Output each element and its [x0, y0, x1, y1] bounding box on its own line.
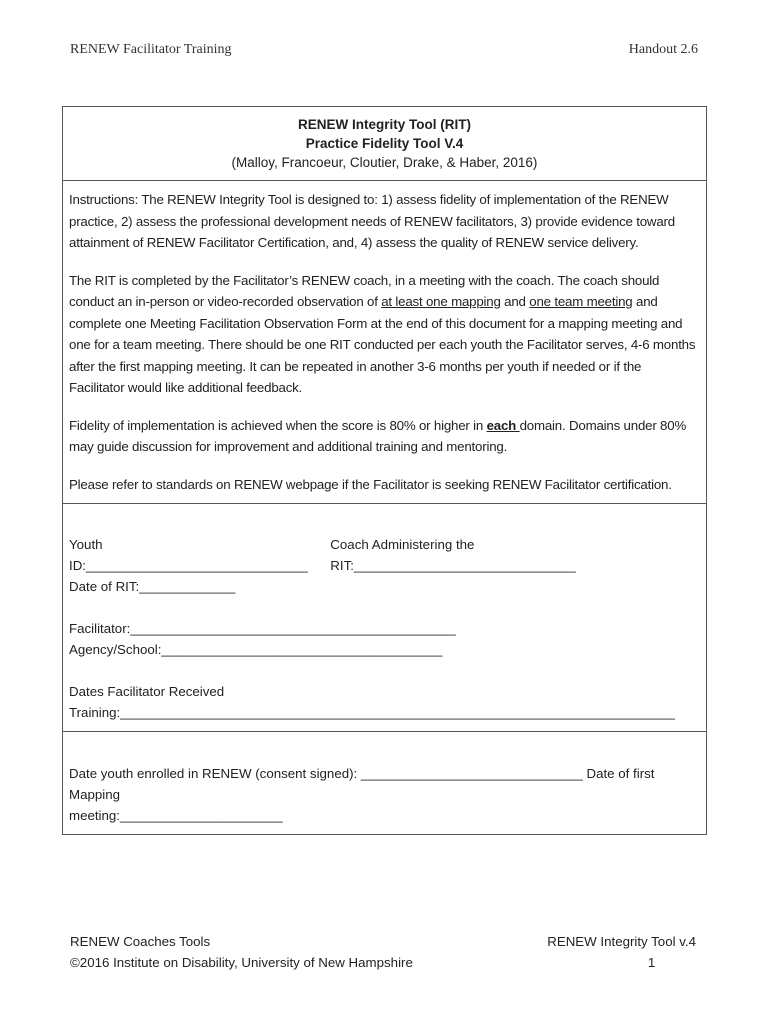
facilitator-field[interactable]: Facilitator:____________________________________________	[69, 621, 456, 636]
first-mapping-meeting-field[interactable]: meeting:______________________	[69, 808, 283, 823]
document-title: RENEW Integrity Tool (RIT)	[298, 117, 471, 132]
youth-coach-row	[69, 534, 700, 576]
p3-bold-each: each	[486, 417, 520, 433]
footer-left	[70, 931, 413, 973]
footer-left-line-1: RENEW Coaches Tools	[70, 934, 211, 949]
form-box	[62, 106, 707, 835]
dates-received-label: Dates Facilitator Received	[69, 684, 225, 699]
date-of-rit-field[interactable]: Date of RIT:_____________	[69, 579, 236, 594]
instructions-section	[63, 181, 706, 504]
agency-school-field[interactable]: Agency/School:______________________________________	[69, 642, 443, 657]
enrollment-section	[63, 732, 706, 834]
footer-right-line-1: RENEW Integrity Tool v.4	[547, 934, 696, 949]
running-header-right: Handout 2.6	[628, 42, 698, 57]
footer-left-line-2: ©2016 Institute on Disability, University of New Hampshire	[70, 955, 413, 970]
footer-right	[547, 931, 696, 973]
p3-text-b: domain. Domains under 80% may guide discussion for improvement and additional training and mentoring.	[69, 417, 687, 454]
instructions-paragraph-4: Please refer to standards on RENEW webpage if the Facilitator is seeking RENEW Facilitator certification.	[69, 476, 672, 492]
title-section	[63, 107, 706, 181]
p2-underline-mapping: at least one mapping	[381, 294, 501, 309]
fields-section	[63, 504, 706, 732]
p3-text-a: Fidelity of implementation is achieved when the score is 80% or higher in	[69, 417, 487, 433]
coach-field[interactable]: Coach Administering the RIT:______________________________	[330, 537, 576, 573]
training-field[interactable]: Training:___________________________________________________________________________	[69, 705, 675, 720]
youth-id-field[interactable]: Youth ID:______________________________	[69, 537, 308, 573]
p2-text-c: and complete one Meeting Facilitation Observation Form at the end of this document for a mapping meeting and one for a team meeting. There should be one RIT conducted per each youth the Facilitator serves, 4-6 months after the first mapping meeting. It can be repeated in another 3-6 months per youth if needed or if the Facilitator would like additional feedback.	[69, 294, 696, 395]
document-subtitle: Practice Fidelity Tool V.4	[305, 136, 464, 151]
page-number: 1	[647, 955, 656, 970]
instructions-paragraph-3	[69, 415, 700, 458]
running-header-left: RENEW Facilitator Training	[70, 42, 232, 57]
instructions-paragraph-2	[69, 270, 700, 399]
p2-text-a: The RIT is completed by the Facilitator’s RENEW coach, in a meeting with the coach. The coach should conduct an in-person or video-recorded observation of	[69, 272, 660, 309]
instructions-paragraph-1: Instructions: The RENEW Integrity Tool is designed to: 1) assess fidelity of implementation of the RENEW practice, 2) assess the professional development needs of RENEW facilitators, 3) provide evidence toward attainment of RENEW Facilitator Certification, and, 4) assess the quality of RENEW service delivery.	[69, 192, 675, 250]
p2-underline-team: one team meeting	[529, 294, 633, 309]
enrollment-date-field[interactable]: Date youth enrolled in RENEW (consent signed): ______________________________ Date of first Mapping	[69, 766, 655, 802]
p2-text-b: and	[500, 294, 530, 309]
document-authors: (Malloy, Francoeur, Cloutier, Drake, & Haber, 2016)	[231, 155, 538, 170]
